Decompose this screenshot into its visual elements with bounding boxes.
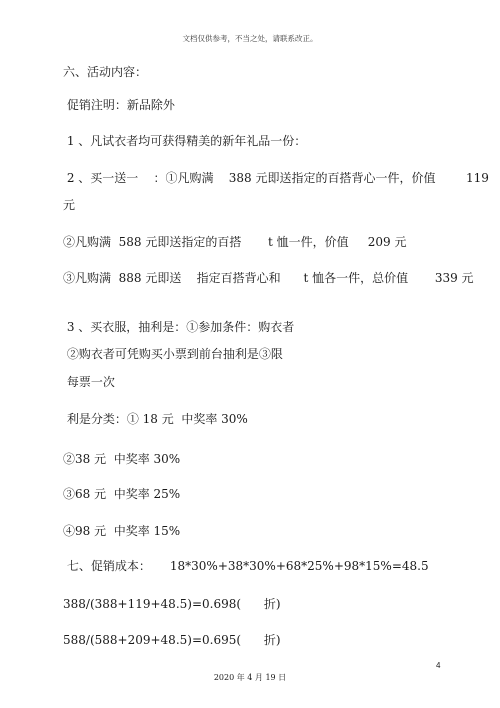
cost-ratio-388: 388/(388+119+48.5)=0.698( 折) xyxy=(63,597,281,611)
item-2: 2 、买一送一 ：①凡购满 388 元即送指定的百搭背心一件，价值 119 xyxy=(63,171,489,185)
item-3: 3 、买衣服，抽利是：①参加条件：购衣者 xyxy=(63,320,295,334)
footer-date: 2020 年 4 月 19 日 xyxy=(213,673,287,682)
page-number: 4 xyxy=(436,661,441,670)
item-2-option-3: ③凡购满 888 元即送 指定百搭背心和 t 恤各一件，总价值 339 元 xyxy=(63,271,474,285)
item-3-cont: ②购衣者可凭购买小票到前台抽利是③限 xyxy=(63,347,283,361)
prize-category-4: ④98 元 中奖率 15% xyxy=(63,524,181,538)
item-1: 1 、凡试衣者均可获得精美的新年礼品一份： xyxy=(63,134,307,148)
prize-category-2: ②38 元 中奖率 30% xyxy=(63,452,181,466)
cost-ratio-588: 588/(588+209+48.5)=0.695( 折) xyxy=(63,633,281,647)
section-7-cost: 七、促销成本： 18*30%+38*30%+68*25%+98*15%=48.5 xyxy=(63,559,429,573)
item-2-cont: 元 xyxy=(63,198,76,212)
section-6-title: 六、活动内容： xyxy=(63,65,148,79)
promo-note: 促销注明：新品除外 xyxy=(63,98,175,112)
prize-category-1: 利是分类：① 18 元 中奖率 30% xyxy=(63,412,248,426)
prize-category-3: ③68 元 中奖率 25% xyxy=(63,487,181,501)
item-2-option-2: ②凡购满 588 元即送指定的百搭 t 恤一件，价值 209 元 xyxy=(63,235,407,249)
item-3-cont-2: 每票一次 xyxy=(63,375,115,389)
header-note: 文档仅供参考，不当之处，请联系改正。 xyxy=(182,34,318,43)
